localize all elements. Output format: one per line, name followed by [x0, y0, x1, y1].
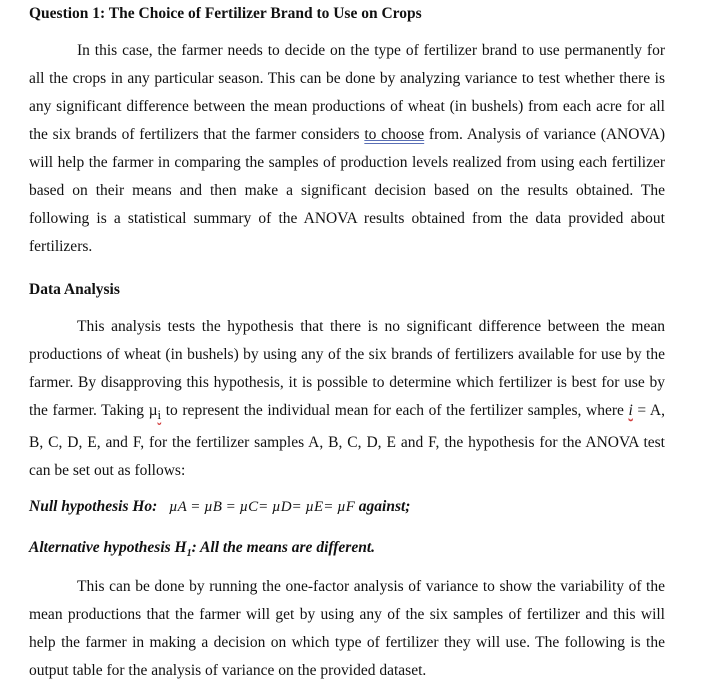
alternative-hypothesis — [29, 539, 375, 559]
intro-paragraph — [29, 37, 665, 261]
intro-text-part2: from. Analysis of variance (ANOVA) will help the farmer in comparing the samples of production levels realized from using each fertilizer based on their means and then make a significant decision based on the results obtained. The following is a statistical summary of the ANOVA results obtained from the data provided about fertilizers. — [29, 126, 665, 255]
alt-hypothesis-label: Alternative hypothesis H — [29, 539, 187, 556]
mu-subscript: i — [157, 407, 162, 423]
null-hypothesis-expression: µA = µB = µC= µD= µE= µF — [168, 499, 355, 515]
analysis-text-part3: = A, B, C, D, E, and F, for the fertilizer samples A, B, C, D, E and F, the hypothesis for the ANOVA test can be set out as follows: — [29, 402, 665, 480]
null-hypothesis-suffix: against; — [354, 498, 411, 515]
null-hypothesis-label: Null hypothesis Ho: — [29, 498, 158, 515]
intro-text-part1: In this case, the farmer needs to decide on the type of fertilizer brand to use permanently for all the crops in any particular season. This can be done by analyzing variance to test whether there is any significant difference between the mean productions of wheat (in bushels) from each acre for all the six brands of fertilizers that the farmer considers — [29, 42, 665, 143]
alt-hypothesis-subscript: 1 — [186, 548, 192, 560]
closing-paragraph: This can be done by running the one-factor analysis of variance to show the variability of the mean productions that the farmer will get by using any of the six samples of fertilizer and this will help the farmer in making a decision on which type of fertilizer they will use. The following is the output table for the analysis of variance on the provided dataset. — [29, 578, 665, 679]
null-hypothesis — [29, 498, 410, 516]
mu-symbol: µ — [148, 402, 158, 419]
data-analysis-heading: Data Analysis — [29, 281, 120, 298]
analysis-text-part2: to represent the individual mean for each of the fertilizer samples, where — [161, 402, 629, 419]
analysis-text-part1: This analysis tests the hypothesis that there is no significant difference between the mean productions of wheat (in bushels) by using any of the six brands of fertilizers available for use by the farmer. By disapproving this hypothesis, it is possible to determine which fertilizer is best for use by the farmer. Taking — [29, 318, 665, 419]
analysis-paragraph — [29, 313, 665, 485]
i-symbol: i — [628, 402, 633, 419]
question-heading: Question 1: The Choice of Fertilizer Brand to Use on Crops — [29, 5, 422, 22]
alt-hypothesis-text: : All the means are different. — [191, 539, 376, 556]
intro-underlined-phrase: to choose — [364, 126, 425, 143]
